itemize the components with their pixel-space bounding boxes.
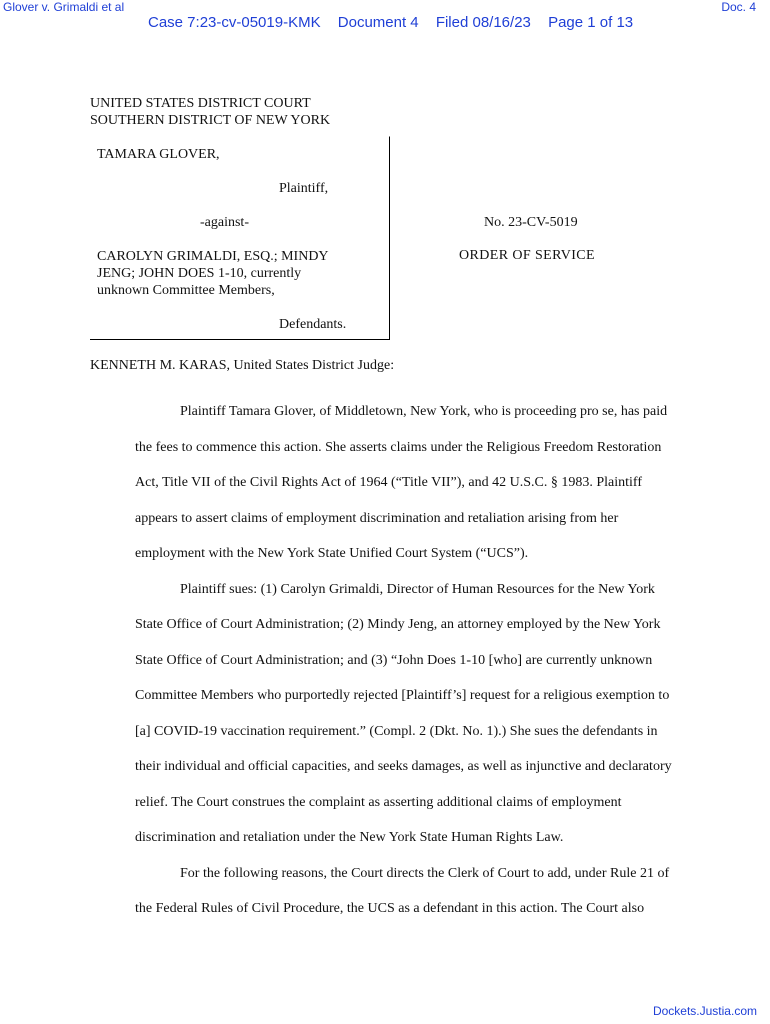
caption-box <box>90 136 390 340</box>
text-line: employment with the New York State Unified Court System (“UCS”). <box>135 546 529 561</box>
text-line: discrimination and retaliation under the New York State Human Rights Law. <box>135 830 564 845</box>
paragraph <box>90 856 680 927</box>
text-line: appears to assert claims of employment discrimination and retaliation arising from her <box>135 510 619 526</box>
defendants-line: CAROLYN GRIMALDI, ESQ.; MINDY <box>97 249 329 264</box>
text-line: Act, Title VII of the Civil Rights Act of 1964 (“Title VII”), and 42 U.S.C. § 1983. Plaintiff <box>135 475 642 490</box>
text-line: the Federal Rules of Civil Procedure, the UCS as a defendant in this action. The Court also <box>135 901 645 916</box>
text-line: For the following reasons, the Court directs the Clerk of Court to add, under Rule 21 of <box>180 865 670 881</box>
stamp-page: Page 1 of 13 <box>548 14 634 31</box>
text-line: the fees to commence this action. She asserts claims under the Religious Freedom Restoration <box>135 439 662 455</box>
text-line: Plaintiff sues: (1) Carolyn Grimaldi, Director of Human Resources for the New York <box>180 581 655 597</box>
order-title: ORDER OF SERVICE <box>459 248 595 263</box>
paragraph <box>90 394 680 572</box>
text-line: Committee Members who purportedly rejected [Plaintiff’s] request for a religious exemption to <box>135 688 670 703</box>
case-name-link[interactable]: Glover v. Grimaldi et al <box>3 0 125 14</box>
text-line: [a] COVID-19 vaccination requirement.” (Compl. 2 (Dkt. No. 1).) She sues the defendants in <box>135 723 658 739</box>
text-line: State Office of Court Administration; and (3) “John Does 1-10 [who] are currently unknown <box>135 652 653 668</box>
text-line: relief. The Court construes the complaint as asserting additional claims of employment <box>135 794 622 810</box>
court-name-line: UNITED STATES DISTRICT COURT <box>90 96 311 111</box>
justia-footer-link[interactable]: Dockets.Justia.com <box>652 1004 757 1018</box>
judge-line: KENNETH M. KARAS, United States District Judge: <box>90 358 395 373</box>
filing-stamp <box>148 14 633 31</box>
text-line: Plaintiff Tamara Glover, of Middletown, New York, who is proceeding pro se, has paid <box>180 404 668 419</box>
defendants-names <box>97 248 329 299</box>
paragraph <box>90 572 680 856</box>
stamp-document: Document 4 <box>337 14 419 31</box>
plaintiff-name: TAMARA GLOVER, <box>97 147 220 162</box>
text-line: their individual and official capacities, and seeks damages, as well as injunctive and declaratory <box>135 759 672 774</box>
text-line: State Office of Court Administration; (2) Mindy Jeng, an attorney employed by the New York <box>135 617 661 632</box>
case-number: No. 23-CV-5019 <box>484 215 578 230</box>
defendants-line: JENG; JOHN DOES 1-10, currently <box>97 266 302 281</box>
defendants-line: unknown Committee Members, <box>97 283 275 298</box>
doc-number-link[interactable]: Doc. 4 <box>721 0 756 14</box>
defendants-role: Defendants. <box>279 317 347 332</box>
stamp-filed-date: Filed 08/16/23 <box>435 14 531 31</box>
against-label: -against- <box>200 215 249 230</box>
order-body <box>90 394 680 927</box>
court-name-line: SOUTHERN DISTRICT OF NEW YORK <box>90 113 331 128</box>
plaintiff-role: Plaintiff, <box>279 181 329 196</box>
stamp-case-number: Case 7:23-cv-05019-KMK <box>148 14 321 31</box>
court-name <box>90 95 330 129</box>
